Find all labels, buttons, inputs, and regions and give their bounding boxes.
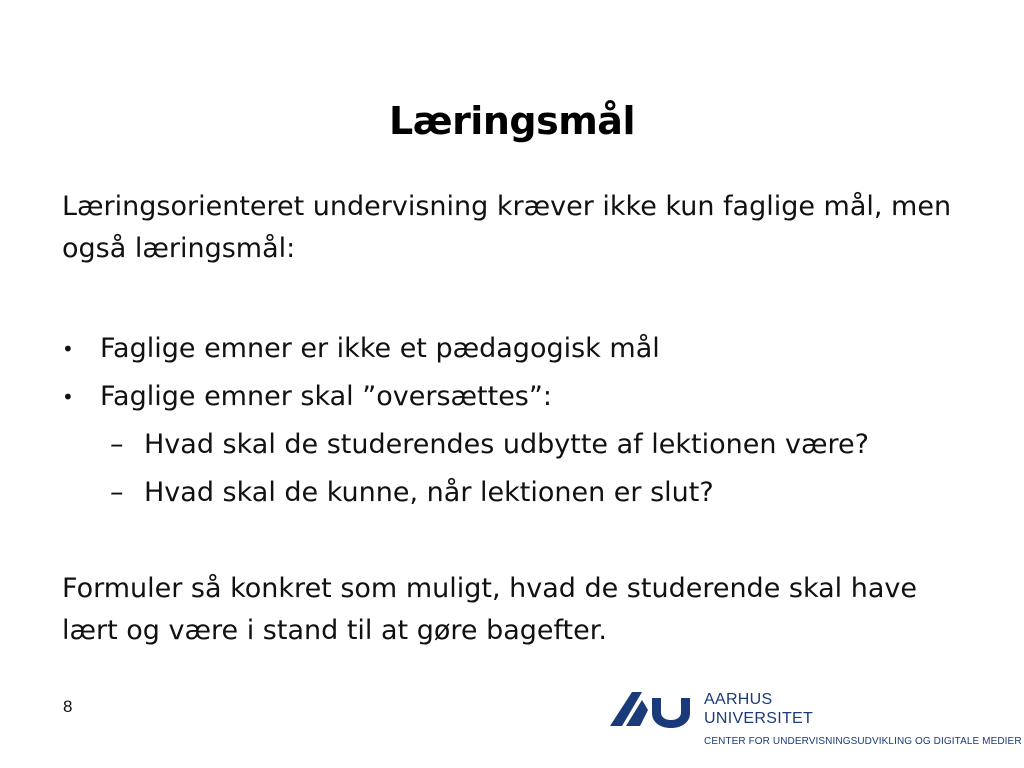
logo-name-line2: UNIVERSITET bbox=[704, 710, 814, 727]
sub-bullet-item bbox=[62, 421, 1002, 469]
logo-name bbox=[704, 690, 813, 728]
logo-subtitle: CENTER FOR UNDERVISNINGSUDVIKLING OG DIGITALE MEDIER bbox=[704, 736, 1022, 747]
logo-name-line1: AARHUS bbox=[704, 691, 773, 708]
dash-marker: – bbox=[110, 477, 124, 508]
bullet-list bbox=[62, 325, 1002, 517]
sub-bullet-text: Hvad skal de kunne, når lektionen er slut? bbox=[144, 477, 714, 508]
bullet-text: Faglige emner skal ”oversættes”: bbox=[100, 381, 552, 412]
university-logo bbox=[608, 686, 1020, 752]
bullet-text: Faglige emner er ikke et pædagogisk mål bbox=[100, 333, 660, 364]
outro-paragraph: Formuler så konkret som muligt, hvad de studerende skal have lært og være i stand til at gøre bagefter. bbox=[62, 573, 917, 646]
bullet-marker: • bbox=[62, 385, 74, 409]
intro-paragraph: Læringsorienteret undervisning kræver ikke kun faglige mål, men også læringsmål: bbox=[62, 191, 952, 264]
slide-title: Læringsmål bbox=[389, 99, 635, 144]
sub-bullet-text: Hvad skal de studerendes udbytte af lektionen være? bbox=[144, 429, 869, 460]
bullet-marker: • bbox=[62, 337, 74, 361]
bullet-item bbox=[62, 325, 1002, 373]
aarhus-university-logo-icon bbox=[608, 688, 692, 728]
bullet-item bbox=[62, 373, 1002, 421]
dash-marker: – bbox=[110, 429, 124, 460]
page-number: 8 bbox=[63, 697, 73, 716]
sub-bullet-item bbox=[62, 469, 1002, 517]
